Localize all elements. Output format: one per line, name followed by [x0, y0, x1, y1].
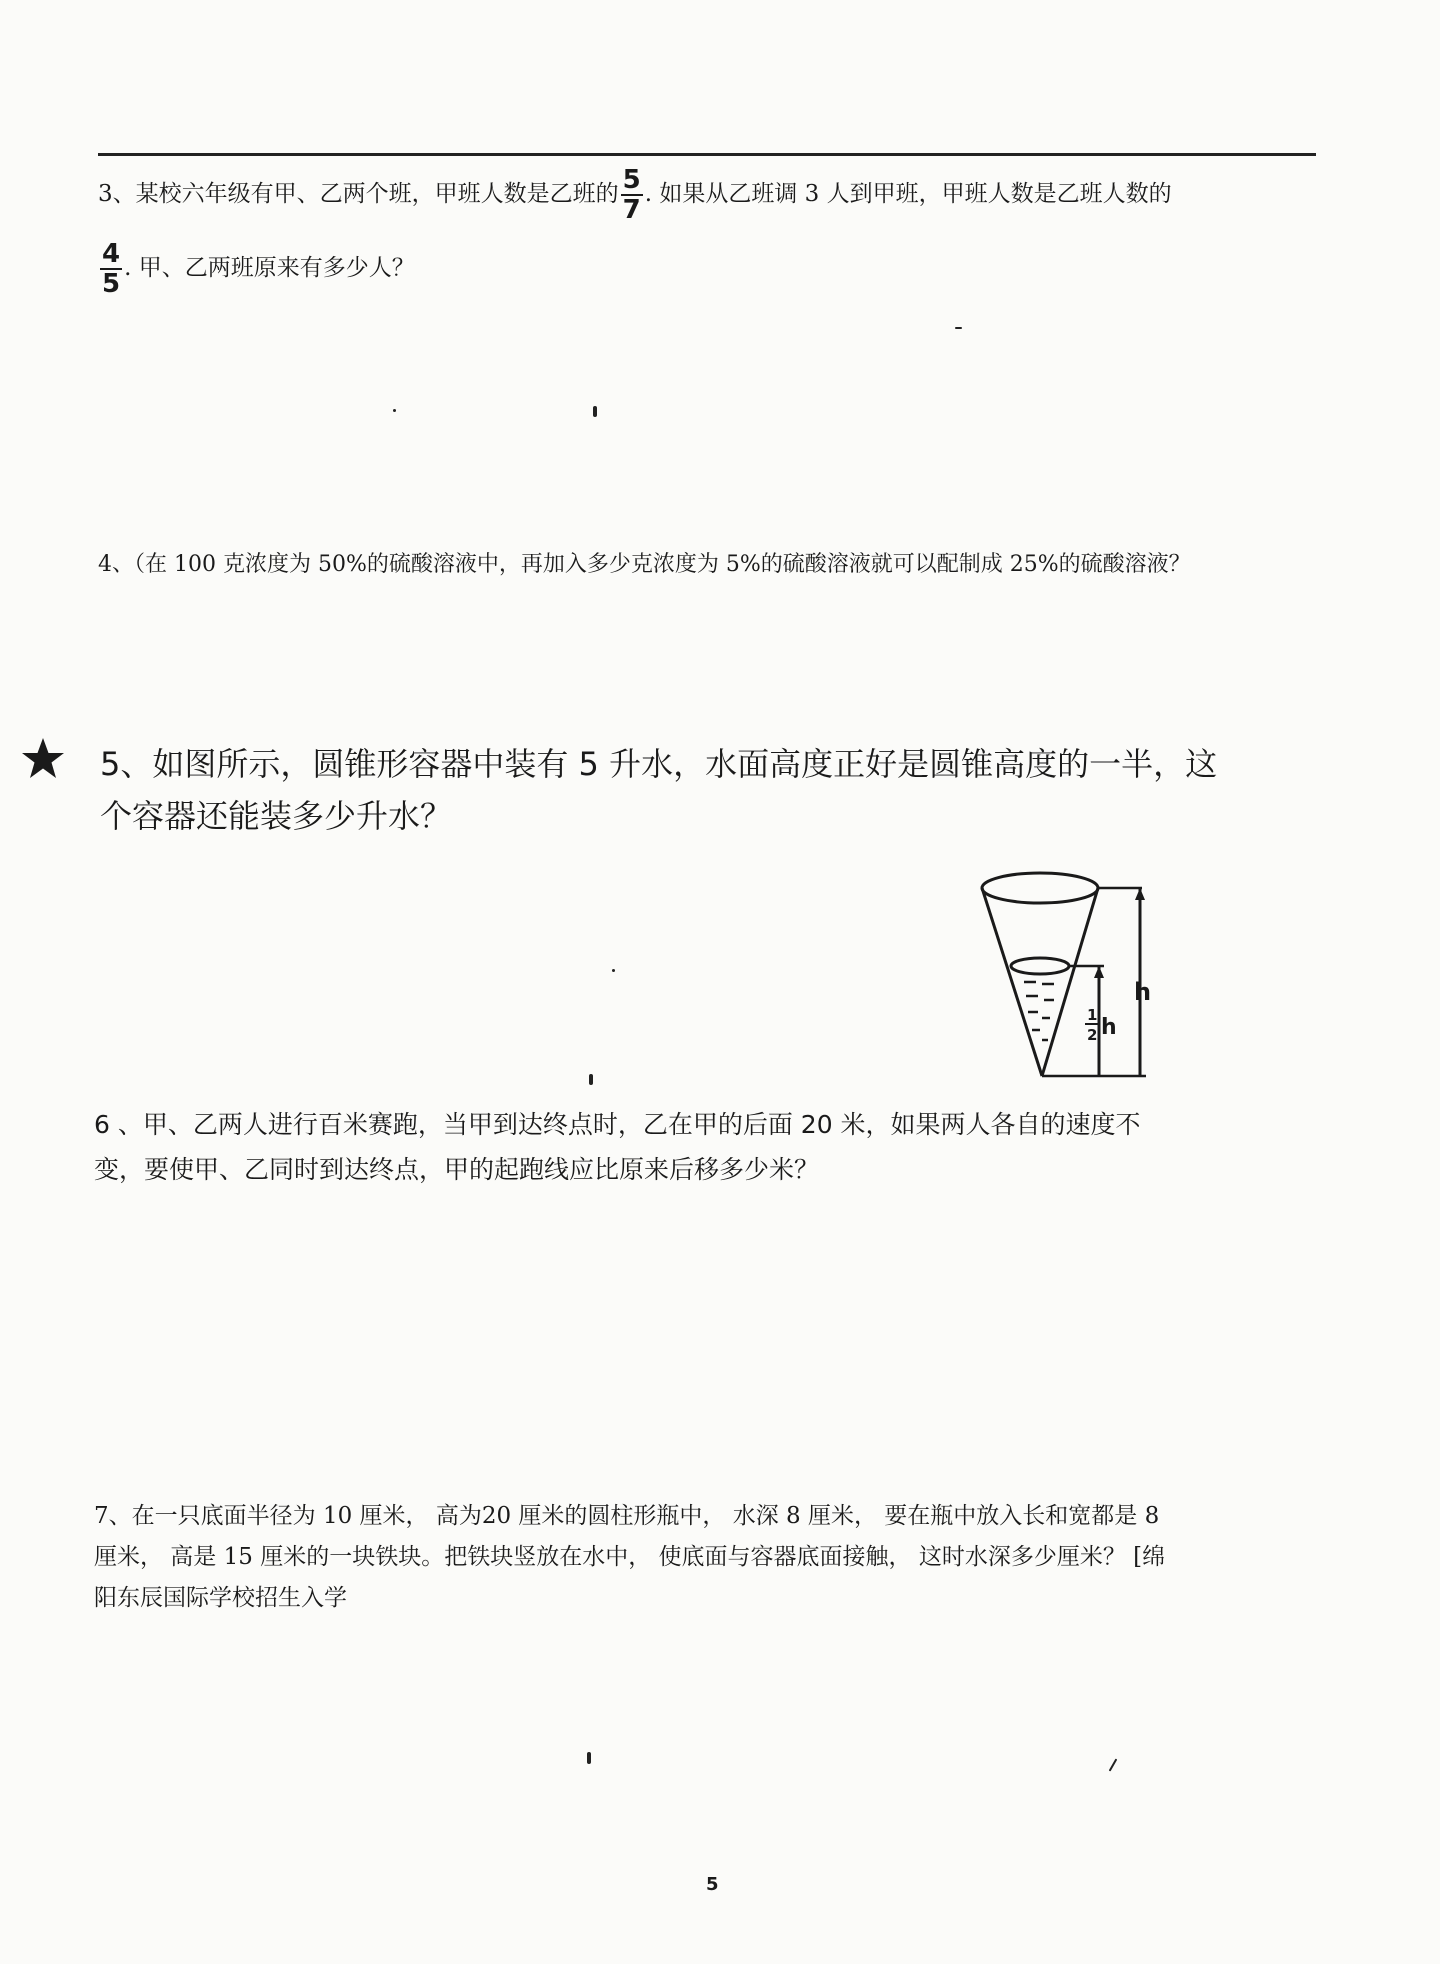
q6-line-2: 变，要使甲、乙同时到达终点，甲的起跑线应比原来后移多少米？ — [94, 1155, 820, 1184]
scan-speck — [393, 409, 396, 412]
scan-speck — [593, 406, 597, 417]
page-number: 5 — [706, 1874, 719, 1895]
fraction-4-5: $\frac{4}{5}$ — [102, 239, 121, 299]
scan-speck — [589, 1074, 593, 1085]
scan-speck — [955, 327, 962, 329]
label-half-h: h — [1101, 1015, 1117, 1040]
label-half-num: 1 — [1087, 1006, 1098, 1024]
scan-speck — [612, 969, 615, 972]
scan-speck — [1109, 1758, 1118, 1771]
label-half-den: 2 — [1087, 1026, 1098, 1044]
q7-line-3: 阳东辰国际学校招生入学 — [94, 1585, 347, 1611]
question-3-line-2 — [98, 240, 698, 298]
question-7 — [94, 1496, 1330, 1619]
q3-text-c: . 甲、乙两班原来有多少人？ — [124, 255, 415, 281]
q5-line-2: 个容器还能装多少升水？ — [100, 797, 453, 835]
q3-text-b: . 如果从乙班调 3 人到甲班，甲班人数是乙班人数的 — [644, 181, 1172, 207]
q7-line-1: 7、在一只底面半径为 10 厘米， 高为20 厘米的圆柱形瓶中， 水深 8 厘米， 要在瓶中放入长和宽都是 8 — [94, 1503, 1160, 1529]
question-5 — [100, 738, 1340, 842]
q6-line-1: 6 、甲、乙两人进行百米赛跑，当甲到达终点时，乙在甲的后面 20 米，如果两人各自的速度不 — [94, 1110, 1141, 1139]
cone-diagram — [980, 870, 1160, 1085]
q5-line-1: 5、如图所示，圆锥形容器中装有 5 升水，水面高度正好是圆锥高度的一半，这 — [100, 745, 1218, 783]
fraction-5-7: $\frac{5}{7}$ — [622, 165, 641, 225]
top-rule — [98, 153, 1316, 156]
q7-line-2: 厘米， 高是 15 厘米的一块铁块。把铁块竖放在水中， 使底面与容器底面接触， 这时水深多少厘米？ [绵 — [94, 1544, 1166, 1570]
question-4: 4、（在 100 克浓度为 50%的硫酸溶液中，再加入多少克浓度为 5%的硫酸溶液就可以配制成 25%的硫酸溶液？ — [98, 552, 1191, 577]
scan-speck — [587, 1752, 591, 1764]
question-6 — [94, 1102, 1334, 1192]
label-h: h — [1134, 978, 1152, 1006]
star-icon — [20, 736, 66, 782]
q3-text-a: 3、某校六年级有甲、乙两个班，甲班人数是乙班的 — [98, 181, 619, 207]
question-3 — [98, 166, 1318, 224]
